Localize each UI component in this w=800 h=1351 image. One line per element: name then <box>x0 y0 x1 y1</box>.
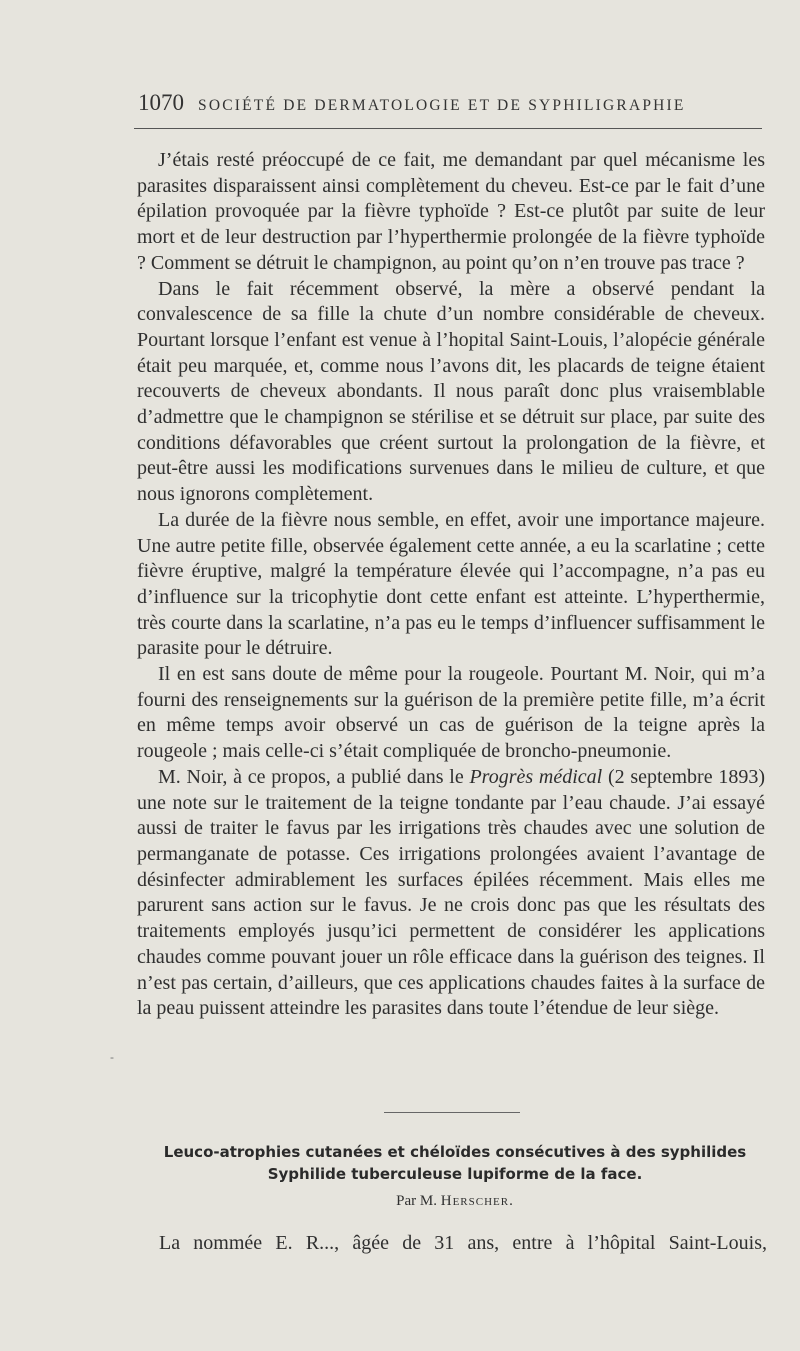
running-title: SOCIÉTÉ DE DERMATOLOGIE ET DE SYPHILIGRAPHIE <box>198 97 686 114</box>
running-header <box>138 90 768 116</box>
section-title <box>140 1141 770 1185</box>
section-title-line-2: Syphilide tuberculeuse lupiforme de la face. <box>267 1165 643 1183</box>
paragraph-1: J’étais resté préoccupé de ce fait, me demandant par quel mécanisme les parasites disparaissent ainsi complètement du cheveu. Est-ce par le fait d’une épilation provoquée par la fièvre typhoïde ? Est-ce plutôt par suite de leur mort et de leur destruction par l’hyperthermie prolongée de la fièvre typhoïde ? Comment se détruit le champignon, au point qu’on n’en trouve pas trace ? <box>137 149 765 274</box>
author-prefix: Par M. <box>396 1193 441 1209</box>
paragraph-5-start: M. Noir, à ce propos, a publié dans le <box>158 765 470 788</box>
journal-title: Progrès médical <box>469 765 603 788</box>
paragraph-2: Dans le fait récemment observé, la mère a observé pendant la convalescence de sa fille la chute d’un nombre considérable de cheveux. Pourtant lorsque l’enfant est venue à l’hopital Saint-Louis, l’alopécie générale était peu marquée, et, comme nous l’avons dit, les placards de teigne étaient recouverts de cheveux abondants. Il nous paraît donc plus vraisemblable d’admettre que le champignon se stérilise et se détruit sur place, par suite des conditions défavorables que créent surtout la prolongation de la fièvre, et peut-être aussi les modifications survenues dans le milieu de culture, et que nous ignorons complètement. <box>137 277 765 506</box>
body-text <box>137 148 765 1022</box>
paragraph-4: Il en est sans doute de même pour la rougeole. Pourtant M. Noir, qui m’a fourni des renseignements sur la guérison de la première petite fille, m’a écrit en même temps avoir observé un cas de guérison de la teigne après la rougeole ; mais celle-ci s’était compliquée de broncho-pneumonie. <box>137 663 765 763</box>
paragraph-5 <box>137 765 765 1022</box>
header-rule <box>134 128 762 129</box>
page-number: 1070 <box>138 90 184 115</box>
margin-mark: - <box>110 1050 114 1064</box>
section-title-line-1: Leuco-atrophies cutanées et chéloïdes consécutives à des syphilides <box>163 1143 747 1161</box>
author-line <box>140 1193 770 1210</box>
paragraph-3: La durée de la fièvre nous semble, en effet, avoir une importance majeure. Une autre petite fille, observée également cette année, a eu la scarlatine ; cette fièvre éruptive, malgré la température élevée qui l’accompagne, n’a pas eu d’influence sur la tricophytie dont cette enfant est atteinte. L’hyperthermie, très courte dans la scarlatine, n’a pas eu le temps d’influencer suffisamment le parasite pour le détruire. <box>137 508 765 660</box>
section-separator <box>384 1112 520 1113</box>
author-name: Herscher. <box>440 1193 514 1209</box>
paragraph-5-rest: (2 septembre 1893) une note sur le traitement de la teigne tondante par l’eau chaude. J’ai essayé aussi de traiter le favus par les irrigations très chaudes avec une solution de permanganate de potasse. Ces irrigations prolongées avaient l’avantage de désinfecter admirablement les surfaces épilées récemment. Mais elles me parurent sans action sur le favus. Je ne crois donc pas que les résultats des traitements employés jusqu’ici permettent de considérer les applications chaudes comme pouvant jouer un rôle efficace dans la guérison des teignes. Il n’est pas certain, d’ailleurs, que ces applications chaudes faites à la surface de la peau puissent atteindre les parasites dans toute l’étendue de leur siège. <box>137 765 765 1020</box>
next-section-text: La nommée E. R..., âgée de 31 ans, entre à l’hôpital Saint-Louis, <box>159 1232 767 1254</box>
